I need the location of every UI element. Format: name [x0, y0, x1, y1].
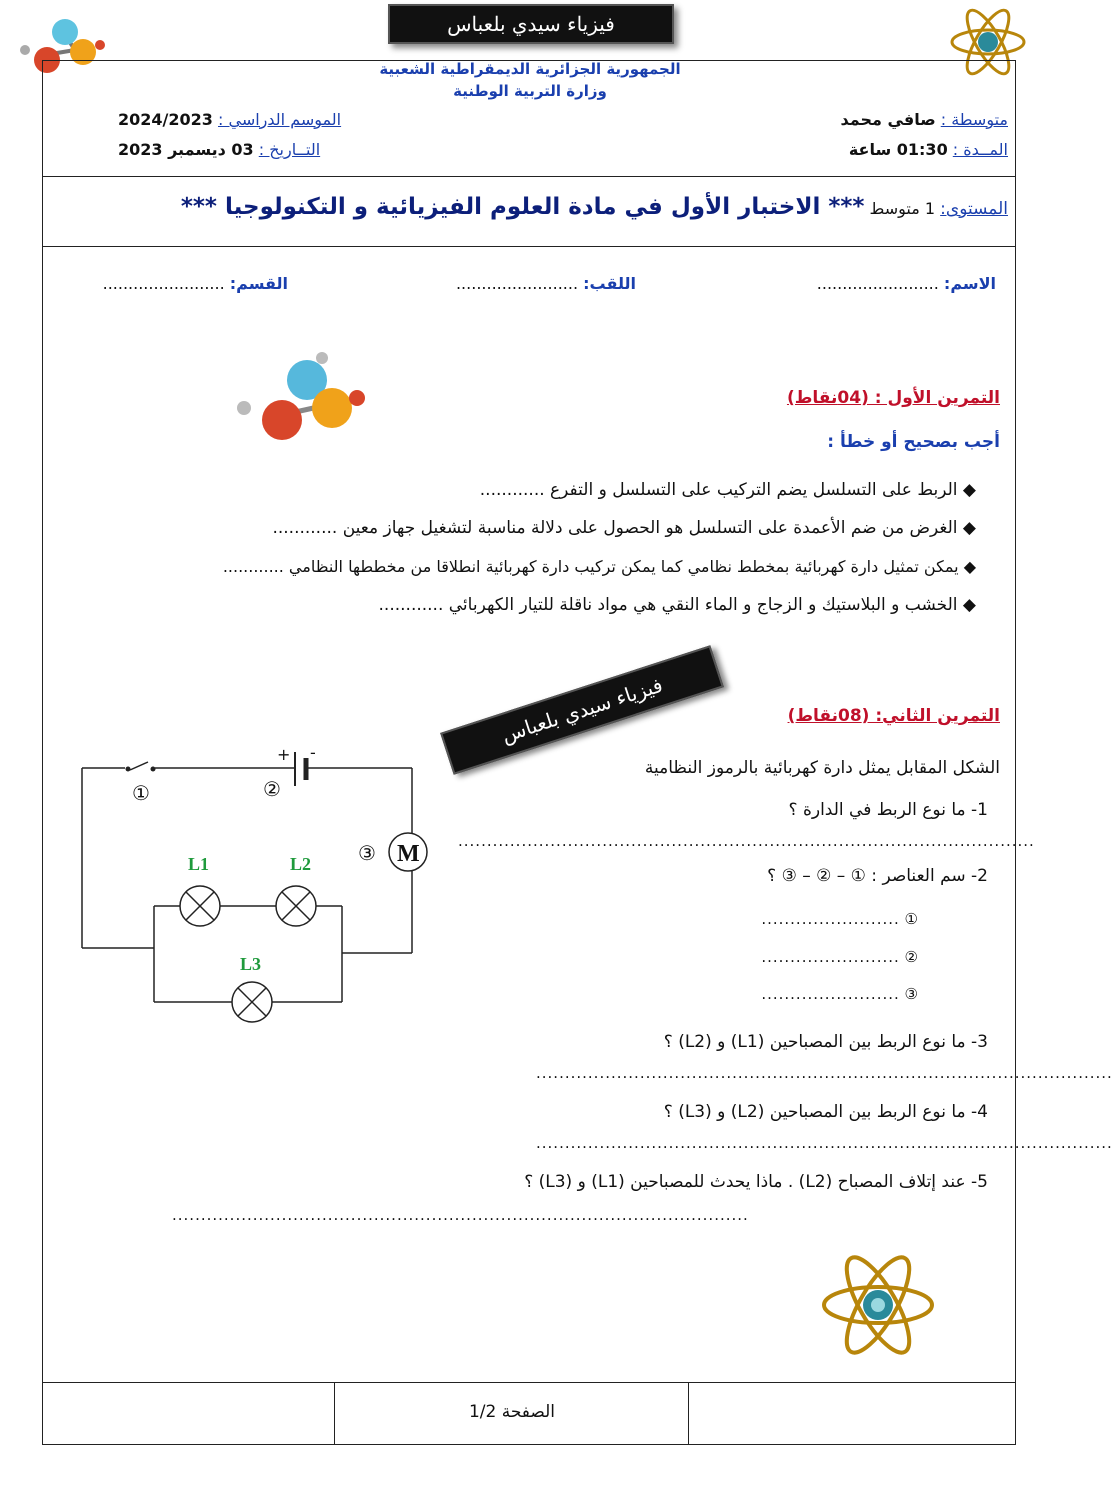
- circuit-diagram: [70, 740, 440, 1040]
- exercise2-intro: الشكل المقابل يمثل دارة كهربائية بالرموز النظامية: [644, 758, 1000, 778]
- exercise1-item: ◆ الخشب و البلاستيك و الزجاج و الماء النقي هي مواد ناقلة للتيار الكهربائي ............: [378, 595, 976, 615]
- bullet-icon: ◆: [958, 557, 976, 576]
- question-3: 3- ما نوع الربط بين المصباحين (L1) و (L2) ؟: [663, 1032, 988, 1052]
- footer-divider: [688, 1382, 689, 1445]
- molecule-icon: [232, 350, 372, 450]
- answer-line: ....................................................................................................: [536, 1134, 1113, 1152]
- exercise1-instruction: أجب بصحيح أو خطأ :: [827, 432, 1000, 452]
- season-value: 2024/2023: [118, 110, 213, 129]
- exam-title: *** الاختبار الأول في مادة العلوم الفيزيائية و التكنولوجيا ***: [180, 194, 865, 220]
- banner-watermark: فيزياء سيدي بلعباس: [440, 645, 724, 775]
- date-line: [118, 140, 320, 159]
- lamp-label-l2: L2: [290, 854, 312, 874]
- season-label: الموسم الدراسي :: [218, 110, 342, 129]
- name-blank: ........................: [816, 274, 939, 293]
- element-answer: ③ ........................: [761, 985, 918, 1003]
- surname-label: اللقب:: [583, 274, 636, 293]
- battery-plus: +: [277, 745, 291, 764]
- motor-label: ③: [358, 841, 376, 865]
- level-label: المستوى:: [940, 199, 1008, 219]
- date-label: التــاريخ :: [258, 140, 321, 159]
- battery-label: ②: [263, 777, 281, 801]
- exercise1-item: ◆ الغرض من ضم الأعمدة على التسلسل هو الحصول على دلالة مناسبة لتشغيل جهاز معين ............: [272, 518, 976, 538]
- question-1: 1- ما نوع الربط في الدارة ؟: [788, 800, 988, 820]
- level-value: 1 متوسط: [869, 199, 936, 218]
- republic-title: الجمهورية الجزائرية الديمقراطية الشعبية: [379, 60, 681, 78]
- school-line: [841, 110, 1008, 129]
- element-answer: ① ........................: [761, 910, 918, 928]
- class-blank: ........................: [102, 274, 225, 293]
- element-answer: ② ........................: [761, 948, 918, 966]
- question-2: 2- سم العناصر : ① – ② – ③ ؟: [767, 866, 988, 886]
- school-name: صافي محمد: [840, 110, 936, 129]
- surname-field: [456, 274, 636, 293]
- title-bar: [60, 194, 1008, 220]
- bullet-icon: ◆: [957, 595, 976, 615]
- duration-label: المــدة :: [952, 140, 1008, 159]
- bullet-icon: ◆: [957, 518, 976, 538]
- answer-line: ....................................................................................................: [458, 832, 1035, 850]
- switch-contact: [126, 767, 131, 772]
- class-field: [103, 274, 288, 293]
- divider: [42, 176, 1016, 177]
- switch-contact: [151, 767, 156, 772]
- ministry-title: وزارة التربية الوطنية: [453, 82, 607, 100]
- question-4: 4- ما نوع الربط بين المصباحين (L2) و (L3) ؟: [663, 1102, 988, 1122]
- exercise1-item: ◆ يمكن تمثيل دارة كهربائية بمخطط نظامي كما يمكن تركيب دارة كهربائية انطلاقا من مخططها النظامي ............: [222, 557, 976, 576]
- class-label: القسم:: [229, 274, 288, 293]
- name-label: الاسم:: [943, 274, 996, 293]
- season-line: [118, 110, 341, 129]
- exercise1-title: التمرين الأول : (04نقاط): [786, 388, 1000, 408]
- answer-line: ....................................................................................................: [536, 1064, 1113, 1082]
- date-value: 03 ديسمبر 2023: [118, 140, 254, 159]
- lamp-label-l1: L1: [188, 854, 210, 874]
- divider: [42, 246, 1016, 247]
- bullet-icon: ◆: [957, 480, 976, 500]
- duration-line: [849, 140, 1008, 159]
- divider: [42, 1382, 1016, 1383]
- school-label: متوسطة :: [940, 110, 1008, 129]
- question-5: 5- عند إتلاف المصباح (L2) . ماذا يحدث للمصباحين (L1) و (L3) ؟: [524, 1172, 988, 1192]
- name-field: [817, 274, 996, 293]
- answer-line: ....................................................................................................: [172, 1206, 749, 1224]
- battery-minus: -: [310, 743, 316, 762]
- exercise2-title: التمرين الثاني: (08نقاط): [787, 706, 1000, 726]
- footer-divider: [334, 1382, 335, 1445]
- surname-blank: ........................: [455, 274, 579, 293]
- lamp-label-l3: L3: [240, 954, 262, 974]
- atom-icon: [818, 1245, 938, 1365]
- switch-label: ①: [132, 781, 150, 805]
- top-banner: فيزياء سيدي بلعباس: [388, 4, 674, 44]
- exercise1-item: ◆ الربط على التسلسل يضم التركيب على التسلسل و التفرع ............: [479, 480, 976, 500]
- motor-symbol: M: [397, 841, 420, 867]
- page-number: الصفحة 1/2: [468, 1402, 556, 1422]
- duration-value: 01:30 ساعة: [848, 140, 948, 159]
